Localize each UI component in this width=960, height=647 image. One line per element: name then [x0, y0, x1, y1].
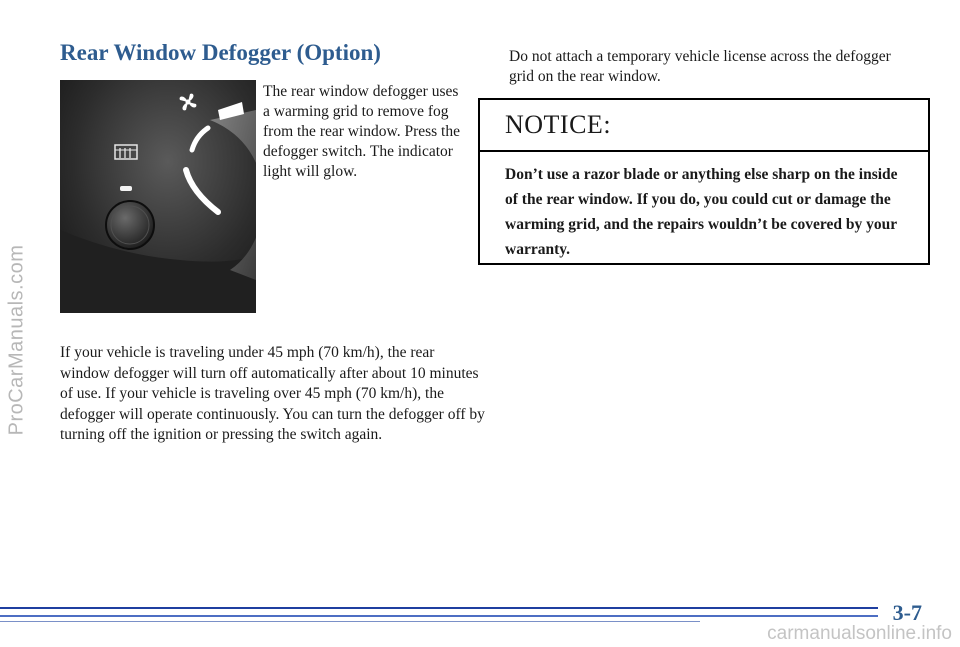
defogger-switch-knob [106, 201, 154, 249]
notice-header [480, 100, 928, 152]
footer-rule-mid [0, 615, 878, 617]
footer-rule-bottom [0, 621, 700, 622]
defogger-control-photo [60, 80, 256, 313]
section-heading: Rear Window Defogger (Option) [60, 40, 381, 65]
side-watermark [2, 40, 32, 640]
footer-rule-top [0, 607, 878, 609]
defogger-control-illustration [60, 80, 256, 313]
notice-box [478, 98, 930, 265]
license-warning-paragraph: Do not attach a temporary vehicle license across the defogger grid on the rear window. [509, 48, 891, 85]
page-number: 3-7 [892, 600, 922, 625]
notice-title: NOTICE: [505, 110, 612, 139]
footer-watermark: carmanualsonline.info [767, 623, 952, 644]
notice-body: Don’t use a razor blade or anything else sharp on the inside of the rear window. If you do, you could cut or damage the warming grid, and the repairs wouldn’t be covered by your warranty. [505, 166, 898, 258]
defogger-intro-text: The rear window defogger uses a warming grid to remove fog from the rear window. Press the defogger switch. The indicator light will glow. [263, 83, 460, 180]
side-watermark-text: ProCarManuals.com [5, 244, 28, 436]
indicator-light [120, 186, 132, 191]
defogger-operation-paragraph: If your vehicle is traveling under 45 mph (70 km/h), the rear window defogger will turn off automatically after about 10 minutes of use. If your vehicle is traveling over 45 mph (70 km/h), the defogger will operate continuously. You can turn the defogger off by turning off the ignition or pressing the switch again. [60, 344, 485, 443]
